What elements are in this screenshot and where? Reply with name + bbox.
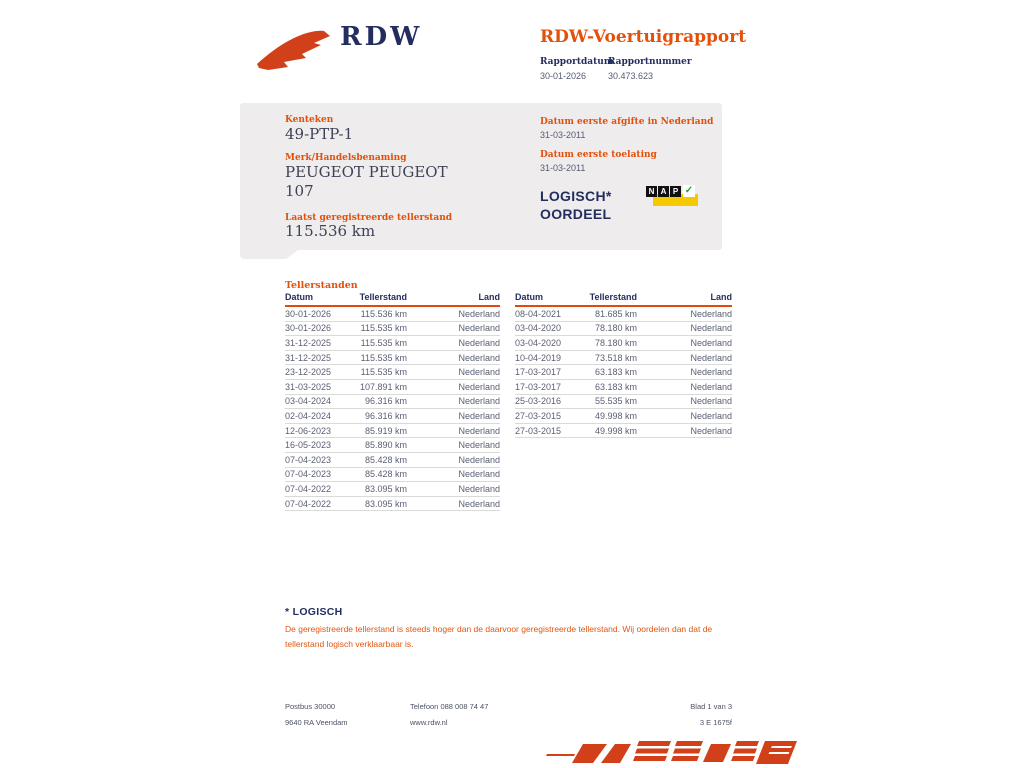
cell-tellerstand: 85.890 km: [364, 440, 407, 451]
kenteken-label: Kenteken: [285, 115, 334, 125]
cell-datum: 31-12-2025: [285, 337, 332, 348]
cell-tellerstand: 78.180 km: [594, 337, 637, 348]
cell-land: Nederland: [458, 469, 500, 480]
cell-datum: 25-03-2016: [515, 396, 562, 407]
cell-tellerstand: 115.536 km: [360, 308, 407, 319]
cell-datum: 12-06-2023: [285, 425, 332, 436]
merk-label: Merk/Handelsbenaming: [285, 153, 407, 163]
oordeel-line2: OORDEEL: [540, 206, 612, 222]
footer-address-line2: 9640 RA Veendam: [285, 718, 348, 727]
oordeel-line1: LOGISCH*: [540, 188, 612, 204]
cell-land: Nederland: [458, 440, 500, 451]
vehicle-summary-box: [240, 103, 722, 250]
nap-logo-icon: [646, 183, 698, 211]
table-row: [285, 322, 500, 337]
cell-datum: 17-03-2017: [515, 381, 562, 392]
column-header-tellerstand: Tellerstand: [589, 292, 637, 302]
column-header-tellerstand: Tellerstand: [359, 292, 407, 302]
cell-datum: 17-03-2017: [515, 367, 562, 378]
cell-land: Nederland: [458, 381, 500, 392]
nap-letter-n: N: [646, 186, 657, 197]
logisch-footnote-text: De geregistreerde tellerstand is steeds hoger dan de daarvoor geregistreerde tellerstand. Wij oordelen dan dat de tellerstand logisch verklaarbaar is.: [285, 624, 713, 649]
table-row: [285, 497, 500, 512]
cell-land: Nederland: [690, 410, 732, 421]
rdw-logo-text: RDW: [340, 22, 423, 52]
cell-datum: 03-04-2020: [515, 337, 562, 348]
kenteken-value: 49-PTP-1: [285, 125, 354, 143]
cell-tellerstand: 63.183 km: [594, 367, 637, 378]
cell-land: Nederland: [458, 425, 500, 436]
cell-land: Nederland: [458, 483, 500, 494]
cell-land: Nederland: [690, 337, 732, 348]
table-row: [285, 424, 500, 439]
table-row: [285, 438, 500, 453]
cell-tellerstand: 63.183 km: [594, 381, 637, 392]
cell-tellerstand: 115.535 km: [360, 337, 407, 348]
afgifte-label: Datum eerste afgifte in Nederland: [540, 117, 714, 127]
tellerstand-value: 115.536 km: [285, 222, 376, 240]
cell-tellerstand: 73.518 km: [594, 352, 637, 363]
table-row: [515, 351, 732, 366]
column-header-datum: Datum: [285, 292, 314, 302]
cell-land: Nederland: [690, 396, 732, 407]
table-row: [515, 307, 732, 322]
rdw-logo-wing-icon: [256, 24, 336, 74]
cell-land: Nederland: [458, 396, 500, 407]
table-row: [515, 380, 732, 395]
cell-datum: 07-04-2022: [285, 483, 332, 494]
report-date-label: Rapportdatum: [540, 57, 614, 67]
cell-datum: 10-04-2019: [515, 352, 562, 363]
cell-datum: 03-04-2024: [285, 396, 332, 407]
tellerstand-label: Laatst geregistreerde tellerstand: [285, 213, 453, 223]
cell-land: Nederland: [690, 352, 732, 363]
report-number-label: Rapportnummer: [608, 57, 692, 67]
report-meta: [540, 57, 692, 81]
column-header-datum: Datum: [515, 292, 544, 302]
page-title: RDW-Voertuigrapport: [540, 27, 747, 47]
cell-land: Nederland: [458, 498, 500, 509]
cell-land: Nederland: [690, 323, 732, 334]
footer-phone: Telefoon 088 008 74 47: [410, 702, 489, 711]
oordeel-text: [540, 187, 612, 223]
toelating-label: Datum eerste toelating: [540, 150, 657, 160]
cell-datum: 16-05-2023: [285, 440, 332, 451]
cell-datum: 08-04-2021: [515, 308, 562, 319]
cell-land: Nederland: [458, 308, 500, 319]
cell-tellerstand: 49.998 km: [594, 425, 637, 436]
report-number-value: 30.473.623: [608, 71, 654, 81]
footer-website: www.rdw.nl: [410, 718, 448, 727]
toelating-value: 31-03-2011: [540, 163, 586, 173]
cell-tellerstand: 96.316 km: [364, 410, 407, 421]
nap-letter-p: P: [670, 186, 681, 197]
table-body: [285, 307, 500, 511]
nap-checkmark-icon: ✓: [684, 185, 694, 196]
table-row: [285, 336, 500, 351]
table-row: [515, 409, 732, 424]
table-row: [515, 395, 732, 410]
cell-datum: 30-01-2026: [285, 323, 332, 334]
cell-land: Nederland: [458, 410, 500, 421]
cell-tellerstand: 115.535 km: [360, 352, 407, 363]
cell-land: Nederland: [458, 367, 500, 378]
cell-tellerstand: 83.095 km: [364, 483, 407, 494]
table-body: [515, 307, 732, 438]
table-row: [515, 336, 732, 351]
table-row: [285, 395, 500, 410]
cell-datum: 23-12-2025: [285, 367, 332, 378]
table-row: [285, 453, 500, 468]
summary-box-tab: [240, 250, 298, 259]
table-row: [285, 409, 500, 424]
cell-datum: 30-01-2026: [285, 308, 332, 319]
cell-datum: 27-03-2015: [515, 410, 562, 421]
table-row: [285, 482, 500, 497]
table-row: [515, 322, 732, 337]
cell-tellerstand: 55.535 km: [594, 396, 637, 407]
cell-tellerstand: 85.428 km: [364, 454, 407, 465]
footer-page-number: Blad 1 van 3: [690, 702, 732, 711]
cell-tellerstand: 78.180 km: [594, 323, 637, 334]
table-row: [285, 307, 500, 322]
cell-land: Nederland: [458, 352, 500, 363]
table-row: [285, 351, 500, 366]
tellerstanden-title: Tellerstanden: [285, 280, 358, 291]
cell-land: Nederland: [690, 381, 732, 392]
cell-tellerstand: 107.891 km: [359, 381, 407, 392]
table-row: [285, 380, 500, 395]
cell-land: Nederland: [458, 454, 500, 465]
cell-land: Nederland: [690, 367, 732, 378]
cell-land: Nederland: [690, 308, 732, 319]
merk-value: PEUGEOT PEUGEOT 107: [285, 163, 448, 200]
table-row: [515, 365, 732, 380]
column-header-land: Land: [710, 292, 732, 302]
table-row: [285, 468, 500, 483]
cell-tellerstand: 49.998 km: [594, 410, 637, 421]
cell-tellerstand: 81.685 km: [594, 308, 637, 319]
rdw-speed-stripes-graphic: [545, 737, 800, 768]
cell-datum: 07-04-2023: [285, 454, 332, 465]
footer-form-code: 3 E 1675f: [699, 718, 732, 727]
report-date-value: 30-01-2026: [540, 71, 587, 81]
cell-tellerstand: 115.535 km: [360, 323, 407, 334]
afgifte-value: 31-03-2011: [540, 130, 586, 140]
column-header-land: Land: [478, 292, 500, 302]
footer-address-line1: Postbus 30000: [285, 702, 336, 711]
table-header-row: [515, 292, 732, 307]
cell-datum: 31-03-2025: [285, 381, 332, 392]
cell-datum: 07-04-2023: [285, 469, 332, 480]
cell-tellerstand: 85.428 km: [364, 469, 407, 480]
cell-datum: 02-04-2024: [285, 410, 332, 421]
cell-datum: 31-12-2025: [285, 352, 332, 363]
logisch-footnote-title: * LOGISCH: [285, 606, 343, 618]
cell-land: Nederland: [458, 323, 500, 334]
cell-datum: 07-04-2022: [285, 498, 332, 509]
cell-datum: 27-03-2015: [515, 425, 562, 436]
odometer-table-left: [285, 292, 500, 511]
nap-letter-a: A: [658, 186, 669, 197]
page-footer: [285, 702, 732, 734]
odometer-table-right: [515, 292, 732, 438]
table-row: [285, 365, 500, 380]
cell-datum: 03-04-2020: [515, 323, 562, 334]
cell-land: Nederland: [458, 337, 500, 348]
cell-tellerstand: 115.535 km: [360, 367, 407, 378]
table-header-row: [285, 292, 500, 307]
cell-land: Nederland: [690, 425, 732, 436]
table-row: [515, 424, 732, 439]
cell-tellerstand: 83.095 km: [364, 498, 407, 509]
cell-tellerstand: 85.919 km: [364, 425, 407, 436]
cell-tellerstand: 96.316 km: [364, 396, 407, 407]
